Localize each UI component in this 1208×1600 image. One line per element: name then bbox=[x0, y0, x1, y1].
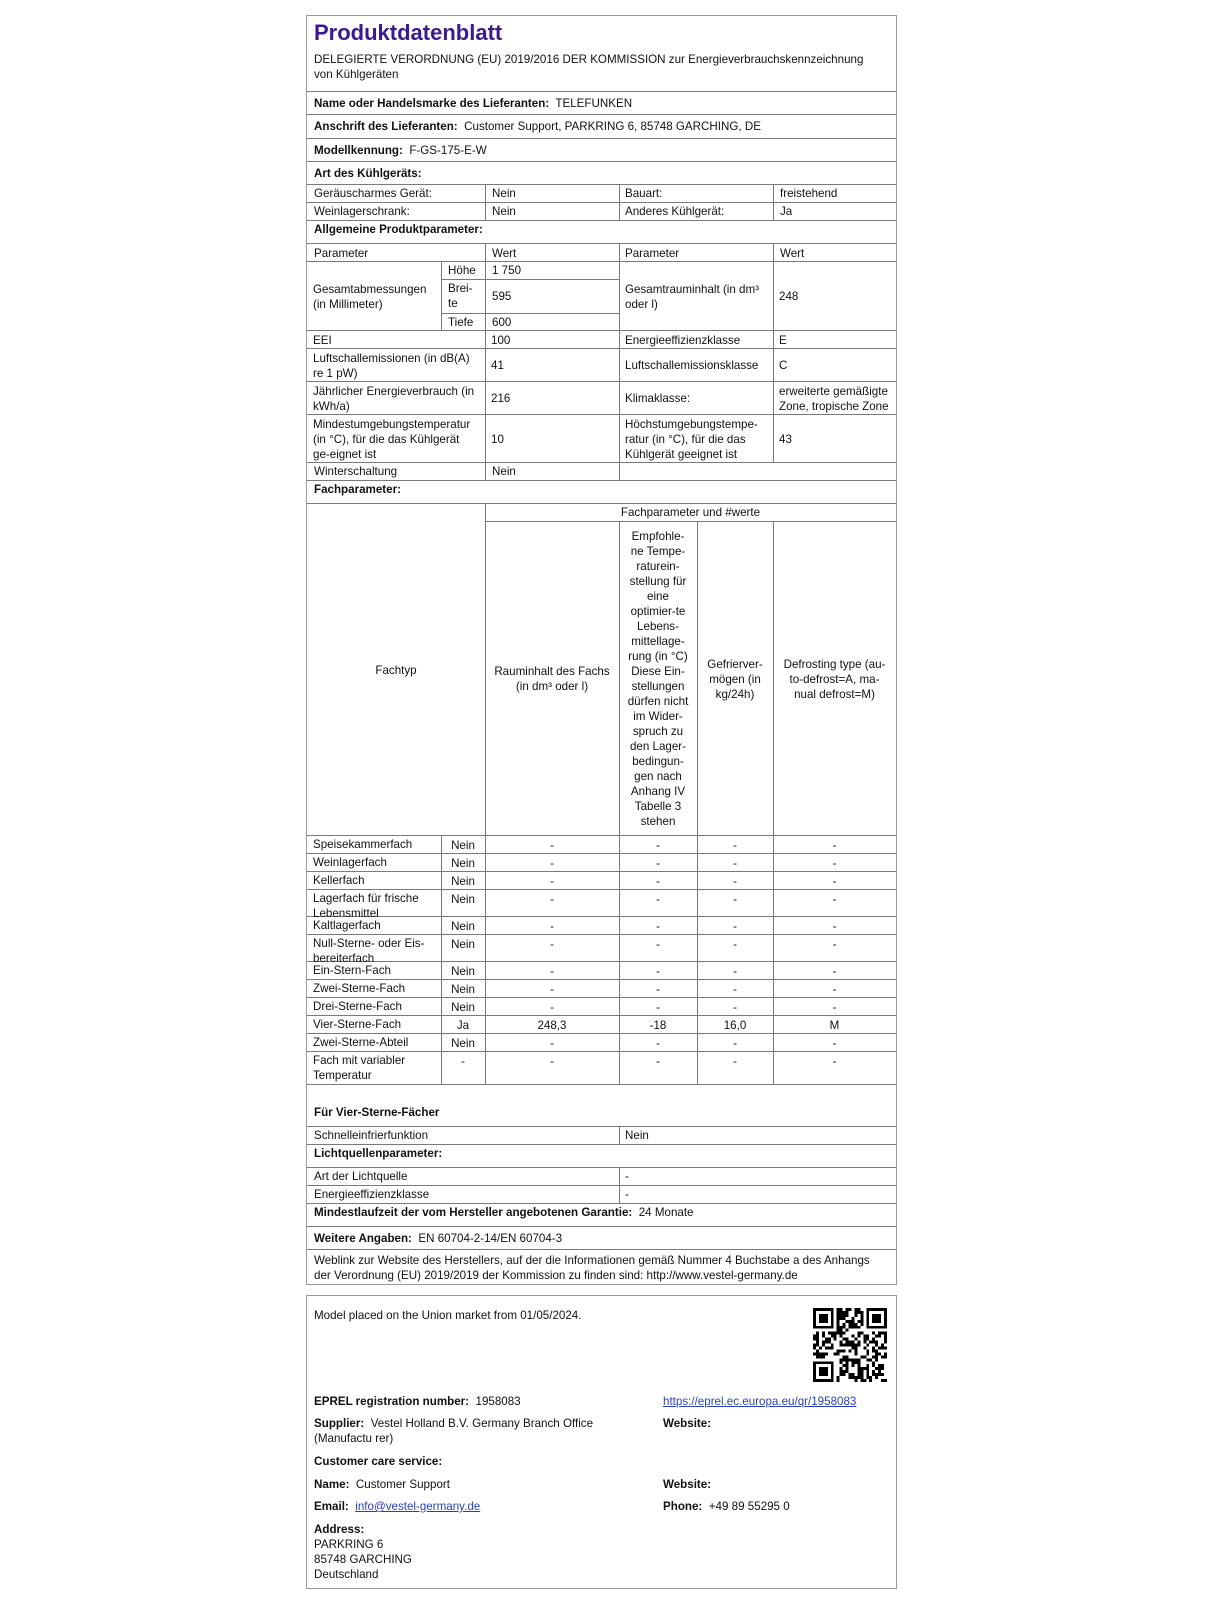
dimensions-row bbox=[307, 262, 896, 331]
fach-value: 16,0 bbox=[723, 1018, 747, 1032]
fach-type-label: Zwei-Sterne-Abteil bbox=[313, 1036, 409, 1049]
fach-value: - bbox=[656, 874, 660, 888]
light-section-heading: Lichtquellenparameter: bbox=[314, 1147, 443, 1160]
column-header: Parameter bbox=[314, 247, 369, 260]
general-header-row bbox=[307, 244, 896, 262]
parameter-value: 43 bbox=[779, 432, 792, 446]
parameter-value: C bbox=[779, 359, 788, 372]
parameter-value: 216 bbox=[491, 392, 511, 405]
general-row bbox=[307, 349, 896, 382]
model-value: F-GS-175-E-W bbox=[409, 144, 487, 157]
title-row bbox=[307, 16, 896, 92]
market-date-text: Model placed on the Union market from 01/05/2024. bbox=[314, 1309, 582, 1322]
fach-section-row bbox=[307, 481, 896, 504]
light-label: Energieeffizienzklasse bbox=[314, 1188, 430, 1201]
fach-type-label: Lagerfach für frische Lebensmittel bbox=[313, 892, 419, 920]
dimensions-label: Gesamtabmessungen (in Millimeter) bbox=[313, 282, 427, 311]
volume-header: Rauminhalt des Fachs (in dm³ oder l) bbox=[494, 665, 610, 693]
address-line: PARKRING 6 bbox=[314, 1538, 384, 1551]
parameter-value: erweiterte gemäßigte Zone, tropische Zone bbox=[779, 384, 889, 413]
fach-type-label: Drei-Sterne-Fach bbox=[313, 1000, 402, 1013]
fach-value: - bbox=[832, 964, 837, 978]
type-value: freistehend bbox=[780, 187, 838, 200]
qr-code[interactable] bbox=[813, 1308, 887, 1382]
type-label: Anderes Kühlgerät: bbox=[625, 205, 725, 218]
fach-value: - bbox=[733, 1054, 737, 1068]
fach-section-heading: Fachparameter: bbox=[314, 483, 401, 496]
fach-value: - bbox=[832, 892, 837, 906]
fach-row bbox=[307, 890, 896, 920]
column-header: Parameter bbox=[625, 247, 680, 260]
parameter-value: E bbox=[779, 333, 787, 347]
fach-value: - bbox=[550, 874, 554, 888]
fach-value: Nein bbox=[451, 892, 475, 906]
fach-value: - bbox=[656, 1054, 660, 1068]
volume-value: 248 bbox=[779, 290, 799, 303]
fach-type-label: Kaltlagerfach bbox=[313, 919, 381, 932]
fach-row bbox=[307, 836, 896, 854]
fach-value: - bbox=[550, 856, 554, 870]
fach-value: - bbox=[832, 919, 837, 933]
type-label: Geräuscharmes Gerät: bbox=[314, 187, 432, 200]
fach-value: - bbox=[656, 1036, 660, 1050]
four-star-heading: Für Vier-Sterne-Fächer bbox=[314, 1106, 440, 1119]
fach-value: - bbox=[832, 874, 837, 888]
volume-label: Gesamtrauminhalt (in dm³ oder l) bbox=[625, 282, 760, 311]
quick-freeze-value: Nein bbox=[625, 1129, 649, 1142]
fach-value: Nein bbox=[451, 838, 475, 852]
type-label: Bauart: bbox=[625, 187, 663, 200]
further-value: EN 60704-2-14/EN 60704-3 bbox=[418, 1232, 563, 1245]
type-label: Weinlagerschrank: bbox=[314, 205, 410, 218]
page-title: Produktdatenblatt bbox=[314, 20, 503, 45]
fach-value: - bbox=[550, 937, 554, 951]
type-section-heading: Art des Kühlgeräts: bbox=[314, 167, 422, 180]
fach-header-row bbox=[307, 504, 896, 836]
address-line: 85748 GARCHING bbox=[314, 1553, 412, 1566]
fach-value: Nein bbox=[451, 919, 475, 933]
fach-value: - bbox=[832, 982, 837, 996]
fach-value: - bbox=[832, 1000, 837, 1014]
fach-type-label: Fach mit variabler Temperatur bbox=[313, 1054, 406, 1082]
fach-value: - bbox=[656, 856, 660, 870]
fach-type-label: Zwei-Sterne-Fach bbox=[313, 982, 406, 995]
light-row bbox=[307, 1186, 896, 1204]
type-value: Nein bbox=[492, 205, 516, 218]
parameter-value: 100 bbox=[491, 333, 511, 347]
fach-value: - bbox=[656, 1000, 660, 1014]
quick-freeze-row bbox=[307, 1127, 896, 1145]
fach-value: - bbox=[550, 892, 554, 906]
fach-value: - bbox=[832, 1054, 837, 1068]
website-label: Website: bbox=[663, 1478, 712, 1491]
fach-value: Nein bbox=[451, 964, 475, 978]
fach-value: - bbox=[656, 919, 660, 933]
fach-value: - bbox=[550, 919, 554, 933]
fach-row bbox=[307, 980, 896, 998]
dimension-value: 595 bbox=[492, 290, 512, 303]
fach-value: - bbox=[656, 892, 660, 906]
fach-value: Nein bbox=[451, 982, 475, 996]
further-row bbox=[307, 1227, 896, 1250]
fach-row bbox=[307, 998, 896, 1016]
product-data-sheet bbox=[306, 15, 897, 1285]
fach-value: M bbox=[829, 1018, 840, 1032]
eprel-label: EPREL registration number: bbox=[314, 1395, 470, 1408]
phone-value: +49 89 55295 0 bbox=[708, 1500, 790, 1513]
address-row bbox=[307, 115, 896, 139]
fach-value: Ja bbox=[456, 1018, 470, 1032]
eprel-link[interactable]: https://eprel.ec.europa.eu/qr/1958083 bbox=[663, 1395, 857, 1408]
winter-row bbox=[307, 463, 896, 481]
fach-value: Nein bbox=[451, 856, 475, 870]
email-label: Email: bbox=[314, 1500, 349, 1513]
further-label: Weitere Angaben: bbox=[314, 1232, 412, 1245]
regulation-text: DELEGIERTE VERORDNUNG (EU) 2019/2016 DER KOMMISSION zur Energieverbrauchskennzeichnung von Kühlgeräten bbox=[314, 53, 864, 81]
fach-value: - bbox=[656, 937, 660, 951]
defrost-header: Defrosting type (au-to-defrost=A, ma-nual defrost=M) bbox=[783, 657, 886, 701]
fach-value: - bbox=[733, 892, 737, 906]
address-card-label: Address: bbox=[314, 1523, 365, 1536]
eprel-card bbox=[306, 1295, 897, 1589]
type-value: Ja bbox=[780, 205, 793, 218]
fach-value: -18 bbox=[649, 1018, 667, 1032]
dimension-label: Höhe bbox=[448, 264, 476, 277]
email-link[interactable]: info@vestel-germany.de bbox=[355, 1500, 481, 1513]
four-star-section-row bbox=[307, 1104, 896, 1127]
model-row bbox=[307, 139, 896, 162]
fach-value: Nein bbox=[451, 1036, 475, 1050]
weblink-text: Weblink zur Website des Herstellers, auf der die Informationen gemäß Nummer 4 Buchstabe a des Anhangs der Verordnung (EU) 2019/2019 der Kommission zu finden sind: http://www.vestel-germany.de bbox=[314, 1254, 870, 1282]
parameter-label: Mindestumgebungstemperatur (in °C), für die das Kühlgerät ge-eignet ist bbox=[313, 417, 471, 461]
dimension-label: Brei-te bbox=[448, 282, 473, 310]
fach-row bbox=[307, 1034, 896, 1052]
light-section-row bbox=[307, 1145, 896, 1168]
type-row bbox=[307, 185, 896, 203]
warranty-label: Mindestlaufzeit der vom Hersteller angebotenen Garantie: bbox=[314, 1206, 633, 1219]
fach-row bbox=[307, 935, 896, 965]
type-value: Nein bbox=[492, 187, 516, 200]
freezing-header: Gefrierver-mögen (in kg/24h) bbox=[707, 657, 763, 701]
fach-value: - bbox=[832, 856, 837, 870]
supplier-card-value: Vestel Holland B.V. Germany Branch Office (Manufactu rer) bbox=[314, 1417, 594, 1445]
fach-row bbox=[307, 1052, 896, 1085]
temperature-header: Empfohle-ne Tempe-raturein-stellung für eine optimier-te Lebens-mittellage-rung (in °C) Diese Ein-stellungen dürfen nicht im Wider-spruch zu den Lager-bedingun-gen nach Anhang IV Tabelle 3 stehen bbox=[627, 530, 689, 828]
supplier-label: Name oder Handelsmarke des Lieferanten: bbox=[314, 97, 550, 110]
supplier-card-label: Supplier: bbox=[314, 1417, 365, 1430]
address-label: Anschrift des Lieferanten: bbox=[314, 120, 458, 133]
fach-row bbox=[307, 962, 896, 980]
eprel-number: 1958083 bbox=[475, 1395, 521, 1408]
light-row bbox=[307, 1168, 896, 1186]
fach-value: - bbox=[733, 919, 737, 933]
fach-value: - bbox=[733, 964, 737, 978]
website-label: Website: bbox=[663, 1417, 712, 1430]
fach-row bbox=[307, 1016, 896, 1034]
fach-value: - bbox=[656, 838, 660, 852]
column-header: Wert bbox=[780, 247, 805, 260]
fach-value: Nein bbox=[451, 937, 475, 951]
fach-value: - bbox=[832, 838, 837, 852]
general-section-row bbox=[307, 221, 896, 244]
fach-value: - bbox=[550, 1000, 554, 1014]
parameter-label: Höchstumgebungstempe-ratur (in °C), für die das Kühlgerät geeignet ist bbox=[625, 417, 758, 461]
parameter-value: 41 bbox=[491, 359, 504, 372]
fach-type-label: Ein-Stern-Fach bbox=[313, 964, 391, 977]
fach-value: - bbox=[550, 1054, 554, 1068]
fach-value: Nein bbox=[451, 874, 475, 888]
address-line: Deutschland bbox=[314, 1568, 379, 1581]
light-value: - bbox=[625, 1188, 629, 1201]
supplier-value: TELEFUNKEN bbox=[555, 97, 633, 110]
warranty-row bbox=[307, 1204, 896, 1227]
general-row bbox=[307, 331, 896, 349]
fach-type-label: Null-Sterne- oder Eis-bereiterfach bbox=[313, 937, 425, 965]
fach-value: Nein bbox=[451, 1000, 475, 1014]
fach-value: - bbox=[733, 982, 737, 996]
fach-value: - bbox=[733, 1000, 737, 1014]
fach-value: - bbox=[550, 964, 554, 978]
fach-type-label: Speisekammerfach bbox=[313, 838, 413, 851]
parameter-label: Energieeffizienzklasse bbox=[625, 333, 741, 347]
type-section-row bbox=[307, 162, 896, 185]
fach-group-header: Fachparameter und #werte bbox=[620, 506, 761, 519]
parameter-label: Luftschallemissionsklasse bbox=[625, 359, 759, 372]
customer-care-heading: Customer care service: bbox=[314, 1455, 443, 1468]
fach-type-label: Kellerfach bbox=[313, 874, 365, 887]
type-row bbox=[307, 203, 896, 221]
dimension-value: 600 bbox=[492, 316, 512, 329]
column-header: Wert bbox=[492, 247, 517, 260]
phone-label: Phone: bbox=[663, 1500, 703, 1513]
fach-row bbox=[307, 872, 896, 890]
fach-value: - bbox=[733, 856, 737, 870]
parameter-label: Luftschallemissionen (in dB(A) re 1 pW) bbox=[313, 351, 470, 380]
address-value: Customer Support, PARKRING 6, 85748 GARCHING, DE bbox=[464, 120, 761, 133]
fach-value: - bbox=[733, 874, 737, 888]
fach-value: - bbox=[550, 982, 554, 996]
parameter-label: EEI bbox=[313, 333, 332, 347]
name-label: Name: bbox=[314, 1478, 350, 1491]
name-value: Customer Support bbox=[355, 1478, 450, 1491]
warranty-value: 24 Monate bbox=[638, 1206, 694, 1219]
fach-type-label: Vier-Sterne-Fach bbox=[313, 1018, 402, 1031]
fach-value: 248,3 bbox=[537, 1018, 567, 1032]
fach-value: - bbox=[733, 1036, 737, 1050]
winter-value: Nein bbox=[492, 465, 516, 478]
fach-value: - bbox=[550, 1036, 554, 1050]
light-value: - bbox=[625, 1170, 629, 1183]
dimension-value: 1 750 bbox=[492, 264, 522, 277]
fach-value: - bbox=[832, 937, 837, 951]
fach-value: - bbox=[832, 1036, 837, 1050]
quick-freeze-label: Schnelleinfrierfunktion bbox=[314, 1129, 429, 1142]
fach-value: - bbox=[733, 838, 737, 852]
general-row bbox=[307, 415, 896, 463]
parameter-value: 10 bbox=[491, 432, 504, 446]
dimension-label: Tiefe bbox=[448, 316, 474, 329]
fach-value: - bbox=[733, 937, 737, 951]
fach-value: - bbox=[461, 1054, 465, 1068]
fach-row bbox=[307, 854, 896, 872]
parameter-label: Klimaklasse: bbox=[625, 392, 691, 405]
fach-type-label: Weinlagerfach bbox=[313, 856, 387, 869]
fach-value: - bbox=[656, 982, 660, 996]
light-label: Art der Lichtquelle bbox=[314, 1170, 408, 1183]
general-row bbox=[307, 382, 896, 415]
parameter-label: Jährlicher Energieverbrauch (in kWh/a) bbox=[313, 384, 475, 413]
model-label: Modellkennung: bbox=[314, 144, 403, 157]
general-section-heading: Allgemeine Produktparameter: bbox=[314, 223, 483, 236]
fachtyp-header: Fachtyp bbox=[375, 663, 417, 677]
fach-value: - bbox=[656, 964, 660, 978]
fach-value: - bbox=[550, 838, 554, 852]
winter-label: Winterschaltung bbox=[314, 465, 398, 478]
fach-row bbox=[307, 917, 896, 935]
supplier-row bbox=[307, 92, 896, 115]
